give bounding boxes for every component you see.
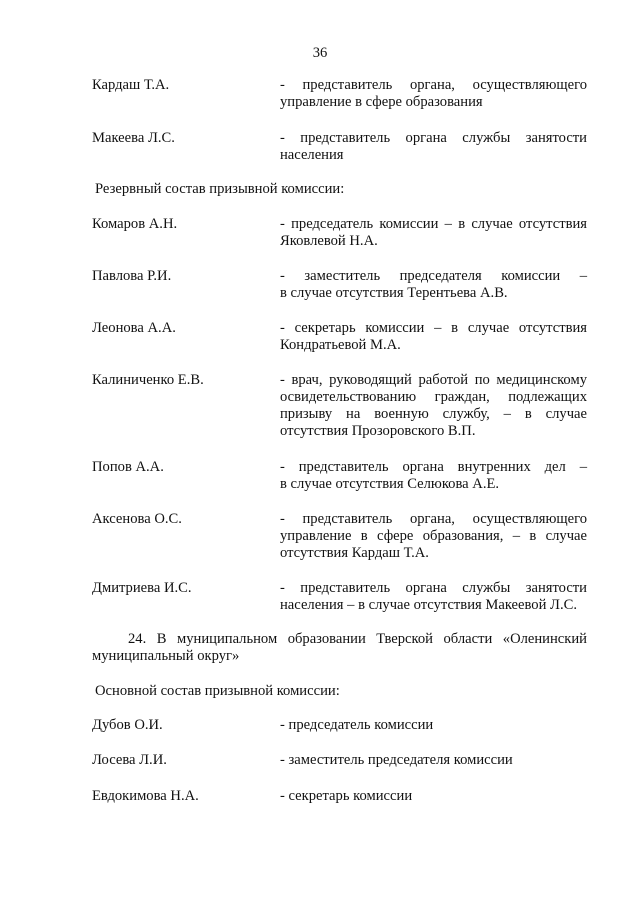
member-name: Попов А.А.	[92, 459, 164, 475]
main-heading: Основной состав призывной комиссии:	[95, 683, 340, 699]
role-line: - председатель комиссии	[280, 717, 434, 733]
section-24-heading	[92, 631, 587, 665]
role-line: Яковлевой Н.А.	[280, 233, 378, 249]
member-name: Дмитриева И.С.	[92, 580, 192, 596]
section-line: 24. В муниципальном образовании Тверской области «Оленинский	[128, 631, 587, 647]
member-role	[280, 752, 587, 769]
role-line: - врач, руководящий работой по медицинскому	[280, 372, 587, 388]
role-line: населения	[280, 147, 344, 163]
role-line: - представитель органа службы занятости	[280, 130, 587, 146]
member-role	[280, 372, 587, 440]
member-name: Леонова А.А.	[92, 320, 176, 336]
role-line: - представитель органа внутренних дел –	[280, 459, 587, 475]
member-name: Кардаш Т.А.	[92, 77, 170, 93]
member-name: Макеева Л.С.	[92, 130, 175, 146]
role-line: в случае отсутствия Селюкова А.Е.	[280, 476, 500, 492]
member-role	[280, 77, 587, 111]
member-name: Павлова Р.И.	[92, 268, 172, 284]
member-role	[280, 268, 587, 302]
member-role	[280, 216, 587, 250]
role-line: управление в сфере образования	[280, 94, 483, 110]
role-line: - заместитель председателя комиссии	[280, 752, 513, 768]
role-line: в случае отсутствия Терентьева А.В.	[280, 285, 508, 301]
role-line: - секретарь комиссии – в случае отсутствия	[280, 320, 587, 336]
member-role	[280, 459, 587, 493]
member-name: Дубов О.И.	[92, 717, 163, 733]
member-name: Комаров А.Н.	[92, 216, 178, 232]
role-line: - представитель органа, осуществляющего	[280, 511, 587, 527]
member-name: Евдокимова Н.А.	[92, 788, 199, 804]
member-role	[280, 580, 587, 614]
member-role	[280, 788, 587, 805]
member-name: Лосева Л.И.	[92, 752, 167, 768]
member-role	[280, 320, 587, 354]
role-line: Кондратьевой М.А.	[280, 337, 401, 353]
member-role	[280, 130, 587, 164]
member-role	[280, 717, 587, 734]
page-number: 36	[312, 45, 328, 61]
role-line: отсутствия Прозоровского В.П.	[280, 423, 476, 439]
member-name: Аксенова О.С.	[92, 511, 182, 527]
section-line: муниципальный округ»	[92, 648, 240, 664]
reserve-heading: Резервный состав призывной комиссии:	[95, 181, 345, 197]
role-line: населения – в случае отсутствия Макеевой Л.С.	[280, 597, 577, 613]
role-line: призыву на военную службу, – в случае	[280, 406, 587, 422]
role-line: - председатель комиссии – в случае отсутствия	[280, 216, 587, 232]
role-line: освидетельствованию граждан, подлежащих	[280, 389, 587, 405]
role-line: управление в сфере образования, – в случае	[280, 528, 587, 544]
member-name: Калиниченко Е.В.	[92, 372, 204, 388]
role-line: - заместитель председателя комиссии –	[280, 268, 587, 284]
role-line: - представитель органа, осуществляющего	[280, 77, 587, 93]
member-role	[280, 511, 587, 562]
role-line: отсутствия Кардаш Т.А.	[280, 545, 429, 561]
role-line: - представитель органа службы занятости	[280, 580, 587, 596]
role-line: - секретарь комиссии	[280, 788, 413, 804]
